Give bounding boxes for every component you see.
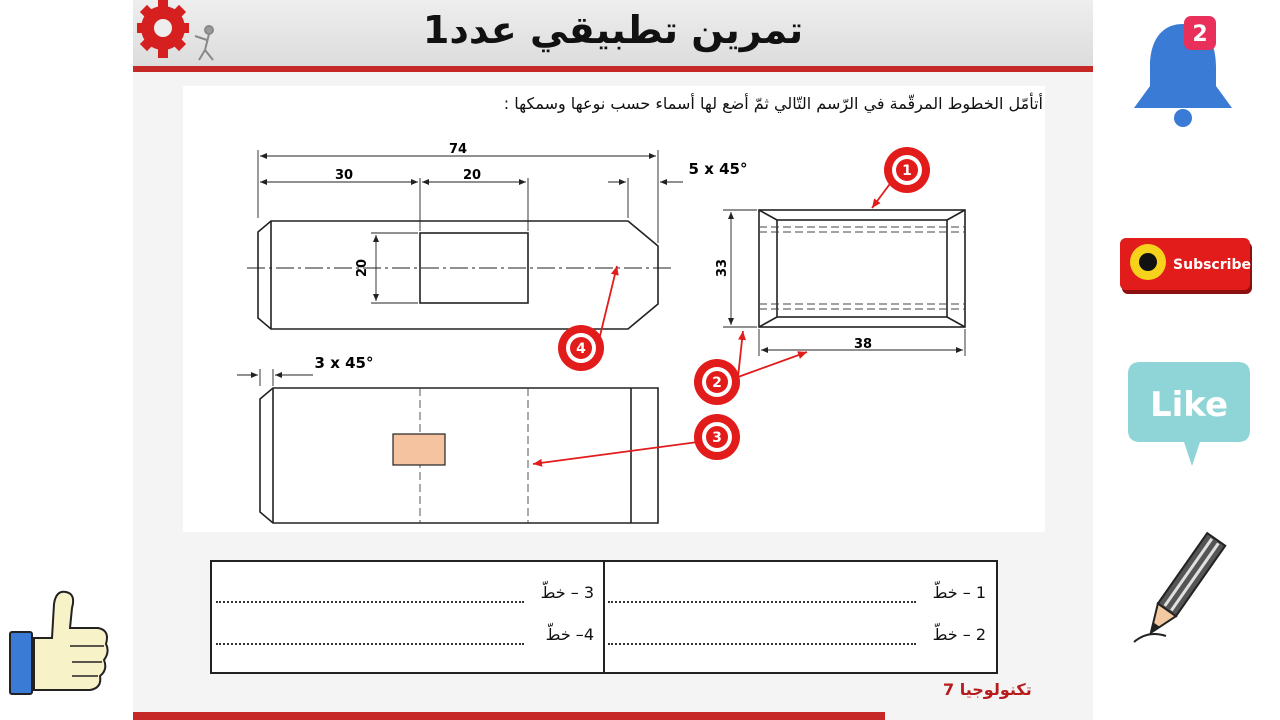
like-bubble-icon[interactable] — [1126, 360, 1252, 470]
bell-icon[interactable] — [1128, 14, 1238, 130]
dim-33: 33 — [715, 258, 730, 278]
dim-chamfer-top: 5 x 45° — [688, 160, 748, 178]
side-hidden-lines — [759, 227, 965, 309]
answer-label-4: 4– خطّ — [545, 625, 594, 644]
subscribe-button[interactable] — [1120, 238, 1254, 296]
technical-drawing — [183, 86, 1045, 532]
pencil-icon — [1126, 526, 1236, 650]
answer-label-3: 3 – خطّ — [540, 583, 594, 602]
slide-header — [133, 0, 1093, 68]
thumbs-up-icon[interactable] — [6, 588, 112, 698]
instruction-text: أتأمّل الخطوط المرقّمة في الرّسم التّالي ثمّ أضع لها أسماء حسب نوعها وسمكها : — [503, 94, 1043, 113]
callout-2 — [694, 359, 740, 405]
exercise-panel — [183, 86, 1045, 532]
bottom-dimensions — [237, 369, 313, 386]
subscribe-label: Subscribe — [1173, 257, 1251, 273]
footer-line — [133, 712, 885, 720]
side-view — [759, 210, 965, 327]
callout-number: 1 — [902, 163, 912, 179]
answer-label-2: 2 – خطّ — [932, 625, 986, 644]
hatched-section — [393, 434, 445, 465]
notification-count: 2 — [1192, 22, 1208, 47]
answer-label-1: 1 – خطّ — [932, 583, 986, 602]
dim-74: 74 — [448, 142, 468, 157]
answer-divider — [603, 562, 605, 672]
gear-logo-icon — [133, 0, 233, 66]
callout-4 — [558, 325, 604, 371]
dim-20-vertical: 20 — [355, 258, 370, 278]
answer-table — [210, 560, 998, 674]
slide — [133, 0, 1093, 720]
callout-number: 3 — [712, 430, 722, 446]
dim-38: 38 — [853, 337, 873, 352]
dim-30: 30 — [334, 168, 354, 183]
answer-field-2[interactable] — [608, 643, 916, 645]
header-divider — [133, 66, 1093, 72]
answer-field-4[interactable] — [216, 643, 524, 645]
dim-20: 20 — [462, 168, 482, 183]
footer-label: تكنولوجيا 7 — [943, 680, 1032, 699]
callout-number: 4 — [576, 341, 586, 357]
dim-chamfer-bottom: 3 x 45° — [314, 354, 374, 372]
front-view — [247, 221, 671, 329]
subscribe-badge — [1120, 238, 1254, 296]
like-label: Like — [1149, 385, 1229, 425]
callout-1 — [884, 147, 930, 193]
callout-3 — [694, 414, 740, 460]
answer-field-3[interactable] — [216, 601, 524, 603]
answer-field-1[interactable] — [608, 601, 916, 603]
page-title: تمرين تطبيقي عدد1 — [422, 8, 804, 52]
callout-number: 2 — [712, 375, 722, 391]
